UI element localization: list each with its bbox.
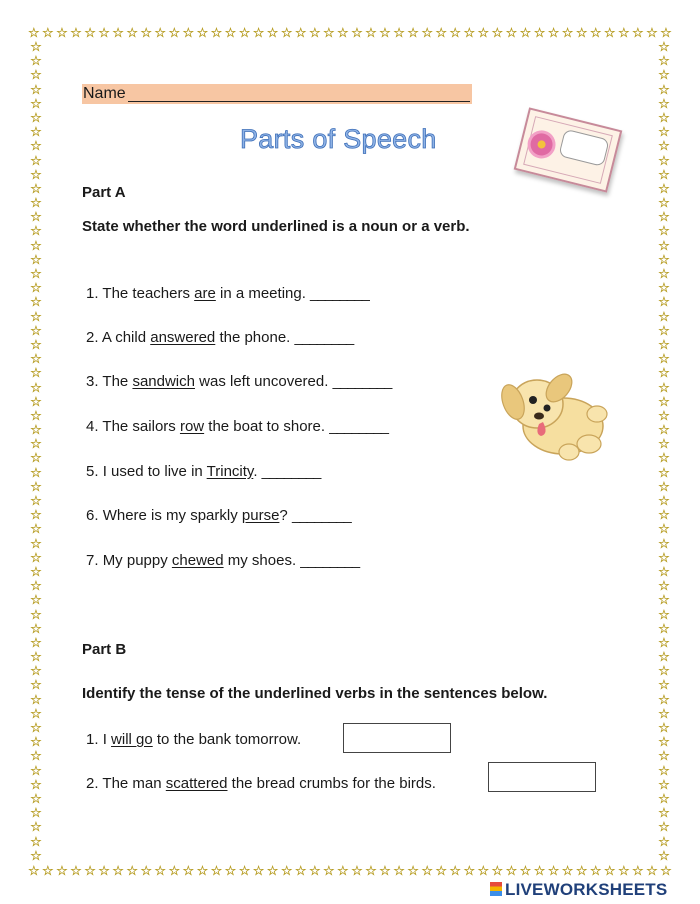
answer-blank[interactable]: ________ xyxy=(261,463,321,480)
star-icon: ☆ xyxy=(658,634,670,650)
star-icon: ☆ xyxy=(477,24,490,40)
star-icon: ☆ xyxy=(421,862,433,878)
underlined-word: will go xyxy=(111,731,153,748)
star-icon: ☆ xyxy=(182,24,195,40)
star-icon: ☆ xyxy=(30,379,42,395)
star-icon: ☆ xyxy=(30,790,42,806)
part-a-instruction: State whether the word underlined is a noun or a verb. xyxy=(82,218,470,235)
star-icon: ☆ xyxy=(658,450,670,466)
star-icon: ☆ xyxy=(658,507,670,523)
star-icon: ☆ xyxy=(126,24,138,40)
answer-box-2[interactable] xyxy=(488,762,596,792)
star-icon: ☆ xyxy=(658,237,670,253)
star-icon: ☆ xyxy=(658,620,670,636)
star-icon: ☆ xyxy=(308,24,321,40)
part-b-question-1: 1. I will go to the bank tomorrow. xyxy=(86,731,302,748)
star-icon: ☆ xyxy=(30,195,42,211)
star-icon: ☆ xyxy=(322,24,335,40)
star-icon: ☆ xyxy=(603,862,616,878)
star-icon: ☆ xyxy=(658,691,670,707)
star-icon: ☆ xyxy=(658,152,670,168)
star-icon: ☆ xyxy=(646,862,658,878)
star-icon: ☆ xyxy=(477,862,490,878)
page-title: Parts of Speech xyxy=(240,124,437,154)
star-icon: ☆ xyxy=(30,308,42,324)
part-a-heading: Part A xyxy=(82,184,126,201)
star-icon: ☆ xyxy=(56,862,68,878)
star-icon: ☆ xyxy=(30,819,42,835)
star-icon: ☆ xyxy=(266,24,279,40)
star-icon: ☆ xyxy=(351,862,363,878)
star-icon: ☆ xyxy=(505,24,518,40)
star-icon: ☆ xyxy=(658,407,670,423)
star-icon: ☆ xyxy=(533,24,546,40)
star-icon: ☆ xyxy=(196,24,209,40)
star-icon: ☆ xyxy=(30,691,42,707)
star-icon: ☆ xyxy=(658,535,670,551)
star-icon: ☆ xyxy=(28,862,40,878)
star-icon: ☆ xyxy=(547,862,560,878)
part-a-question-2: 2. A child answered the phone. ________ xyxy=(86,329,354,346)
star-icon: ☆ xyxy=(30,705,42,721)
underlined-word: answered xyxy=(150,329,216,346)
answer-blank[interactable]: ________ xyxy=(300,552,360,569)
star-icon: ☆ xyxy=(658,422,670,438)
star-icon: ☆ xyxy=(126,862,138,878)
star-icon: ☆ xyxy=(435,24,448,40)
star-icon: ☆ xyxy=(658,365,670,381)
star-icon: ☆ xyxy=(182,862,195,878)
star-icon: ☆ xyxy=(294,862,307,878)
star-icon: ☆ xyxy=(70,24,82,40)
liveworksheets-icon xyxy=(490,882,502,896)
star-icon: ☆ xyxy=(30,237,42,253)
answer-blank[interactable]: ________ xyxy=(291,507,351,524)
star-icon: ☆ xyxy=(379,24,391,40)
star-icon: ☆ xyxy=(658,336,670,352)
star-icon: ☆ xyxy=(658,549,670,565)
star-icon: ☆ xyxy=(30,847,42,863)
star-icon: ☆ xyxy=(617,24,630,40)
star-icon: ☆ xyxy=(658,720,670,735)
star-icon: ☆ xyxy=(505,862,518,878)
star-icon: ☆ xyxy=(658,109,670,125)
star-icon: ☆ xyxy=(30,620,42,636)
star-border-bottom xyxy=(28,862,672,878)
star-icon: ☆ xyxy=(196,862,209,878)
star-icon: ☆ xyxy=(575,24,588,40)
star-icon: ☆ xyxy=(30,209,42,225)
star-icon: ☆ xyxy=(70,862,82,878)
answer-blank[interactable]: ________ xyxy=(310,285,369,302)
star-icon: ☆ xyxy=(140,24,153,40)
part-a-question-3: 3. The sandwich was left uncovered. ________ xyxy=(86,373,392,390)
star-icon: ☆ xyxy=(421,24,433,40)
star-icon: ☆ xyxy=(658,649,670,665)
star-icon: ☆ xyxy=(337,862,349,878)
star-icon: ☆ xyxy=(42,24,54,40)
star-icon: ☆ xyxy=(658,663,670,679)
star-icon: ☆ xyxy=(407,24,419,40)
star-icon: ☆ xyxy=(294,24,307,40)
part-a-question-4: 4. The sailors row the boat to shore. ________ xyxy=(86,418,388,435)
star-icon: ☆ xyxy=(56,24,68,40)
star-icon: ☆ xyxy=(658,379,670,395)
star-icon: ☆ xyxy=(658,95,670,111)
star-icon: ☆ xyxy=(30,805,42,821)
star-icon: ☆ xyxy=(658,166,670,182)
star-icon: ☆ xyxy=(658,393,670,409)
star-icon: ☆ xyxy=(393,24,405,40)
star-icon: ☆ xyxy=(658,81,670,97)
underlined-word: scattered xyxy=(165,775,228,792)
part-a-question-5: 5. I used to live in Trincity. ________ xyxy=(86,463,321,480)
star-icon: ☆ xyxy=(30,762,42,778)
star-icon: ☆ xyxy=(393,862,405,878)
star-icon: ☆ xyxy=(379,862,391,878)
star-icon: ☆ xyxy=(30,478,42,494)
part-a-question-7: 7. My puppy chewed my shoes. ________ xyxy=(86,552,360,569)
star-icon: ☆ xyxy=(337,24,349,40)
star-icon: ☆ xyxy=(463,24,476,40)
star-icon: ☆ xyxy=(98,862,110,878)
star-icon: ☆ xyxy=(154,862,167,878)
part-a-question-1: 1. The teachers are in a meeting. ________ xyxy=(86,285,369,302)
part-b-heading: Part B xyxy=(82,641,127,658)
star-icon: ☆ xyxy=(30,578,42,594)
star-icon: ☆ xyxy=(30,549,42,565)
star-icon: ☆ xyxy=(589,24,602,40)
answer-blank[interactable]: ________ xyxy=(329,418,388,435)
star-icon: ☆ xyxy=(30,663,42,679)
name-line xyxy=(128,101,470,102)
star-icon: ☆ xyxy=(30,223,42,239)
part-a-question-6: 6. Where is my sparkly purse? ________ xyxy=(86,507,351,524)
star-icon: ☆ xyxy=(30,251,42,267)
star-icon: ☆ xyxy=(658,790,670,806)
star-icon: ☆ xyxy=(407,862,419,878)
star-icon: ☆ xyxy=(266,862,279,878)
star-icon: ☆ xyxy=(435,862,448,878)
star-icon: ☆ xyxy=(617,862,630,878)
star-icon: ☆ xyxy=(463,862,476,878)
puppy-picture xyxy=(493,364,611,464)
star-icon: ☆ xyxy=(658,464,670,480)
star-icon: ☆ xyxy=(658,308,670,324)
star-icon: ☆ xyxy=(658,734,670,750)
answer-blank[interactable]: ________ xyxy=(294,329,354,346)
star-icon: ☆ xyxy=(30,351,42,367)
star-icon: ☆ xyxy=(30,535,42,551)
star-icon: ☆ xyxy=(30,365,42,381)
star-icon: ☆ xyxy=(210,24,223,40)
star-icon: ☆ xyxy=(30,266,42,281)
star-icon: ☆ xyxy=(449,24,462,40)
star-icon: ☆ xyxy=(168,862,181,878)
star-icon: ☆ xyxy=(30,634,42,650)
star-icon: ☆ xyxy=(658,677,670,693)
star-icon: ☆ xyxy=(238,24,251,40)
star-icon: ☆ xyxy=(646,24,658,40)
star-icon: ☆ xyxy=(589,862,602,878)
star-icon: ☆ xyxy=(30,336,42,352)
star-icon: ☆ xyxy=(658,563,670,579)
star-icon: ☆ xyxy=(658,138,670,154)
star-icon: ☆ xyxy=(210,862,223,878)
star-icon: ☆ xyxy=(30,294,42,310)
star-icon: ☆ xyxy=(658,322,670,338)
star-icon: ☆ xyxy=(30,152,42,168)
star-icon: ☆ xyxy=(658,705,670,721)
star-icon: ☆ xyxy=(658,280,670,296)
star-icon: ☆ xyxy=(140,862,153,878)
star-icon: ☆ xyxy=(603,24,616,40)
name-label: Name xyxy=(83,85,126,102)
star-icon: ☆ xyxy=(658,39,670,54)
star-icon: ☆ xyxy=(224,862,237,878)
star-icon: ☆ xyxy=(30,677,42,693)
underlined-word: chewed xyxy=(171,552,224,569)
star-icon: ☆ xyxy=(252,862,265,878)
star-icon: ☆ xyxy=(658,748,670,764)
star-icon: ☆ xyxy=(30,180,42,196)
answer-box-1[interactable] xyxy=(343,723,451,753)
star-icon: ☆ xyxy=(30,464,42,480)
star-icon: ☆ xyxy=(112,24,124,40)
star-icon: ☆ xyxy=(660,862,672,878)
star-icon: ☆ xyxy=(308,862,321,878)
star-icon: ☆ xyxy=(365,862,377,878)
star-icon: ☆ xyxy=(168,24,181,40)
star-border-top xyxy=(28,24,672,40)
star-icon: ☆ xyxy=(30,649,42,665)
star-icon: ☆ xyxy=(30,720,42,735)
star-icon: ☆ xyxy=(519,862,532,878)
star-icon: ☆ xyxy=(30,422,42,438)
star-icon: ☆ xyxy=(30,393,42,409)
star-icon: ☆ xyxy=(658,124,670,140)
star-icon: ☆ xyxy=(660,24,672,40)
star-icon: ☆ xyxy=(30,436,42,452)
underlined-word: are xyxy=(194,285,216,302)
star-icon: ☆ xyxy=(30,95,42,111)
star-icon: ☆ xyxy=(658,805,670,821)
star-icon: ☆ xyxy=(547,24,560,40)
star-icon: ☆ xyxy=(658,521,670,537)
star-icon: ☆ xyxy=(30,521,42,537)
part-b-instruction: Identify the tense of the underlined verbs in the sentences below. xyxy=(82,685,548,702)
star-icon: ☆ xyxy=(519,24,532,40)
star-icon: ☆ xyxy=(30,606,42,622)
liveworksheets-logo: LIVEWORKSHEETS xyxy=(490,880,667,900)
star-icon: ☆ xyxy=(658,351,670,367)
star-icon: ☆ xyxy=(658,266,670,281)
star-icon: ☆ xyxy=(30,280,42,296)
star-icon: ☆ xyxy=(658,209,670,225)
answer-blank[interactable]: ________ xyxy=(332,373,392,390)
star-icon: ☆ xyxy=(30,592,42,608)
star-icon: ☆ xyxy=(658,67,670,83)
star-icon: ☆ xyxy=(365,24,377,40)
star-icon: ☆ xyxy=(658,833,670,849)
star-icon: ☆ xyxy=(658,592,670,608)
star-icon: ☆ xyxy=(30,53,42,69)
star-icon: ☆ xyxy=(658,606,670,622)
star-border-left xyxy=(28,40,44,862)
star-icon: ☆ xyxy=(658,195,670,211)
star-icon: ☆ xyxy=(30,563,42,579)
star-icon: ☆ xyxy=(112,862,124,878)
star-icon: ☆ xyxy=(561,862,574,878)
star-icon: ☆ xyxy=(658,847,670,863)
star-icon: ☆ xyxy=(30,493,42,508)
star-icon: ☆ xyxy=(224,24,237,40)
star-icon: ☆ xyxy=(632,862,644,878)
star-icon: ☆ xyxy=(30,833,42,849)
star-icon: ☆ xyxy=(30,67,42,83)
star-icon: ☆ xyxy=(322,862,335,878)
star-icon: ☆ xyxy=(658,436,670,452)
star-icon: ☆ xyxy=(30,166,42,182)
star-icon: ☆ xyxy=(30,776,42,792)
star-icon: ☆ xyxy=(84,24,96,40)
name-field[interactable] xyxy=(82,84,472,104)
star-icon: ☆ xyxy=(658,294,670,310)
star-icon: ☆ xyxy=(658,819,670,835)
star-icon: ☆ xyxy=(30,450,42,466)
star-icon: ☆ xyxy=(658,776,670,792)
star-icon: ☆ xyxy=(658,223,670,239)
star-icon: ☆ xyxy=(30,748,42,764)
star-icon: ☆ xyxy=(658,578,670,594)
star-icon: ☆ xyxy=(561,24,574,40)
star-icon: ☆ xyxy=(154,24,167,40)
star-icon: ☆ xyxy=(575,862,588,878)
star-icon: ☆ xyxy=(30,138,42,154)
star-icon: ☆ xyxy=(30,734,42,750)
part-b-question-2: 2. The man scattered the bread crumbs for the birds. xyxy=(86,775,436,792)
star-icon: ☆ xyxy=(658,493,670,508)
underlined-word: row xyxy=(179,418,205,435)
star-icon: ☆ xyxy=(30,81,42,97)
star-icon: ☆ xyxy=(30,322,42,338)
star-icon: ☆ xyxy=(632,24,644,40)
star-icon: ☆ xyxy=(84,862,96,878)
star-icon: ☆ xyxy=(449,862,462,878)
star-icon: ☆ xyxy=(238,862,251,878)
star-icon: ☆ xyxy=(533,862,546,878)
greeting-card-picture xyxy=(514,107,623,192)
star-icon: ☆ xyxy=(351,24,363,40)
underlined-word: Trincity xyxy=(206,463,254,480)
star-icon: ☆ xyxy=(658,478,670,494)
star-icon: ☆ xyxy=(98,24,110,40)
star-border-right xyxy=(656,40,672,862)
star-icon: ☆ xyxy=(491,24,504,40)
underlined-word: purse xyxy=(241,507,280,524)
star-icon: ☆ xyxy=(658,53,670,69)
star-icon: ☆ xyxy=(30,407,42,423)
star-icon: ☆ xyxy=(28,24,40,40)
star-icon: ☆ xyxy=(280,24,293,40)
star-icon: ☆ xyxy=(491,862,504,878)
star-icon: ☆ xyxy=(658,251,670,267)
star-icon: ☆ xyxy=(30,109,42,125)
star-icon: ☆ xyxy=(280,862,293,878)
star-icon: ☆ xyxy=(30,124,42,140)
star-icon: ☆ xyxy=(30,507,42,523)
star-icon: ☆ xyxy=(42,862,54,878)
underlined-word: sandwich xyxy=(132,373,195,390)
star-icon: ☆ xyxy=(658,762,670,778)
star-icon: ☆ xyxy=(252,24,265,40)
star-icon: ☆ xyxy=(658,180,670,196)
star-icon: ☆ xyxy=(30,39,42,54)
